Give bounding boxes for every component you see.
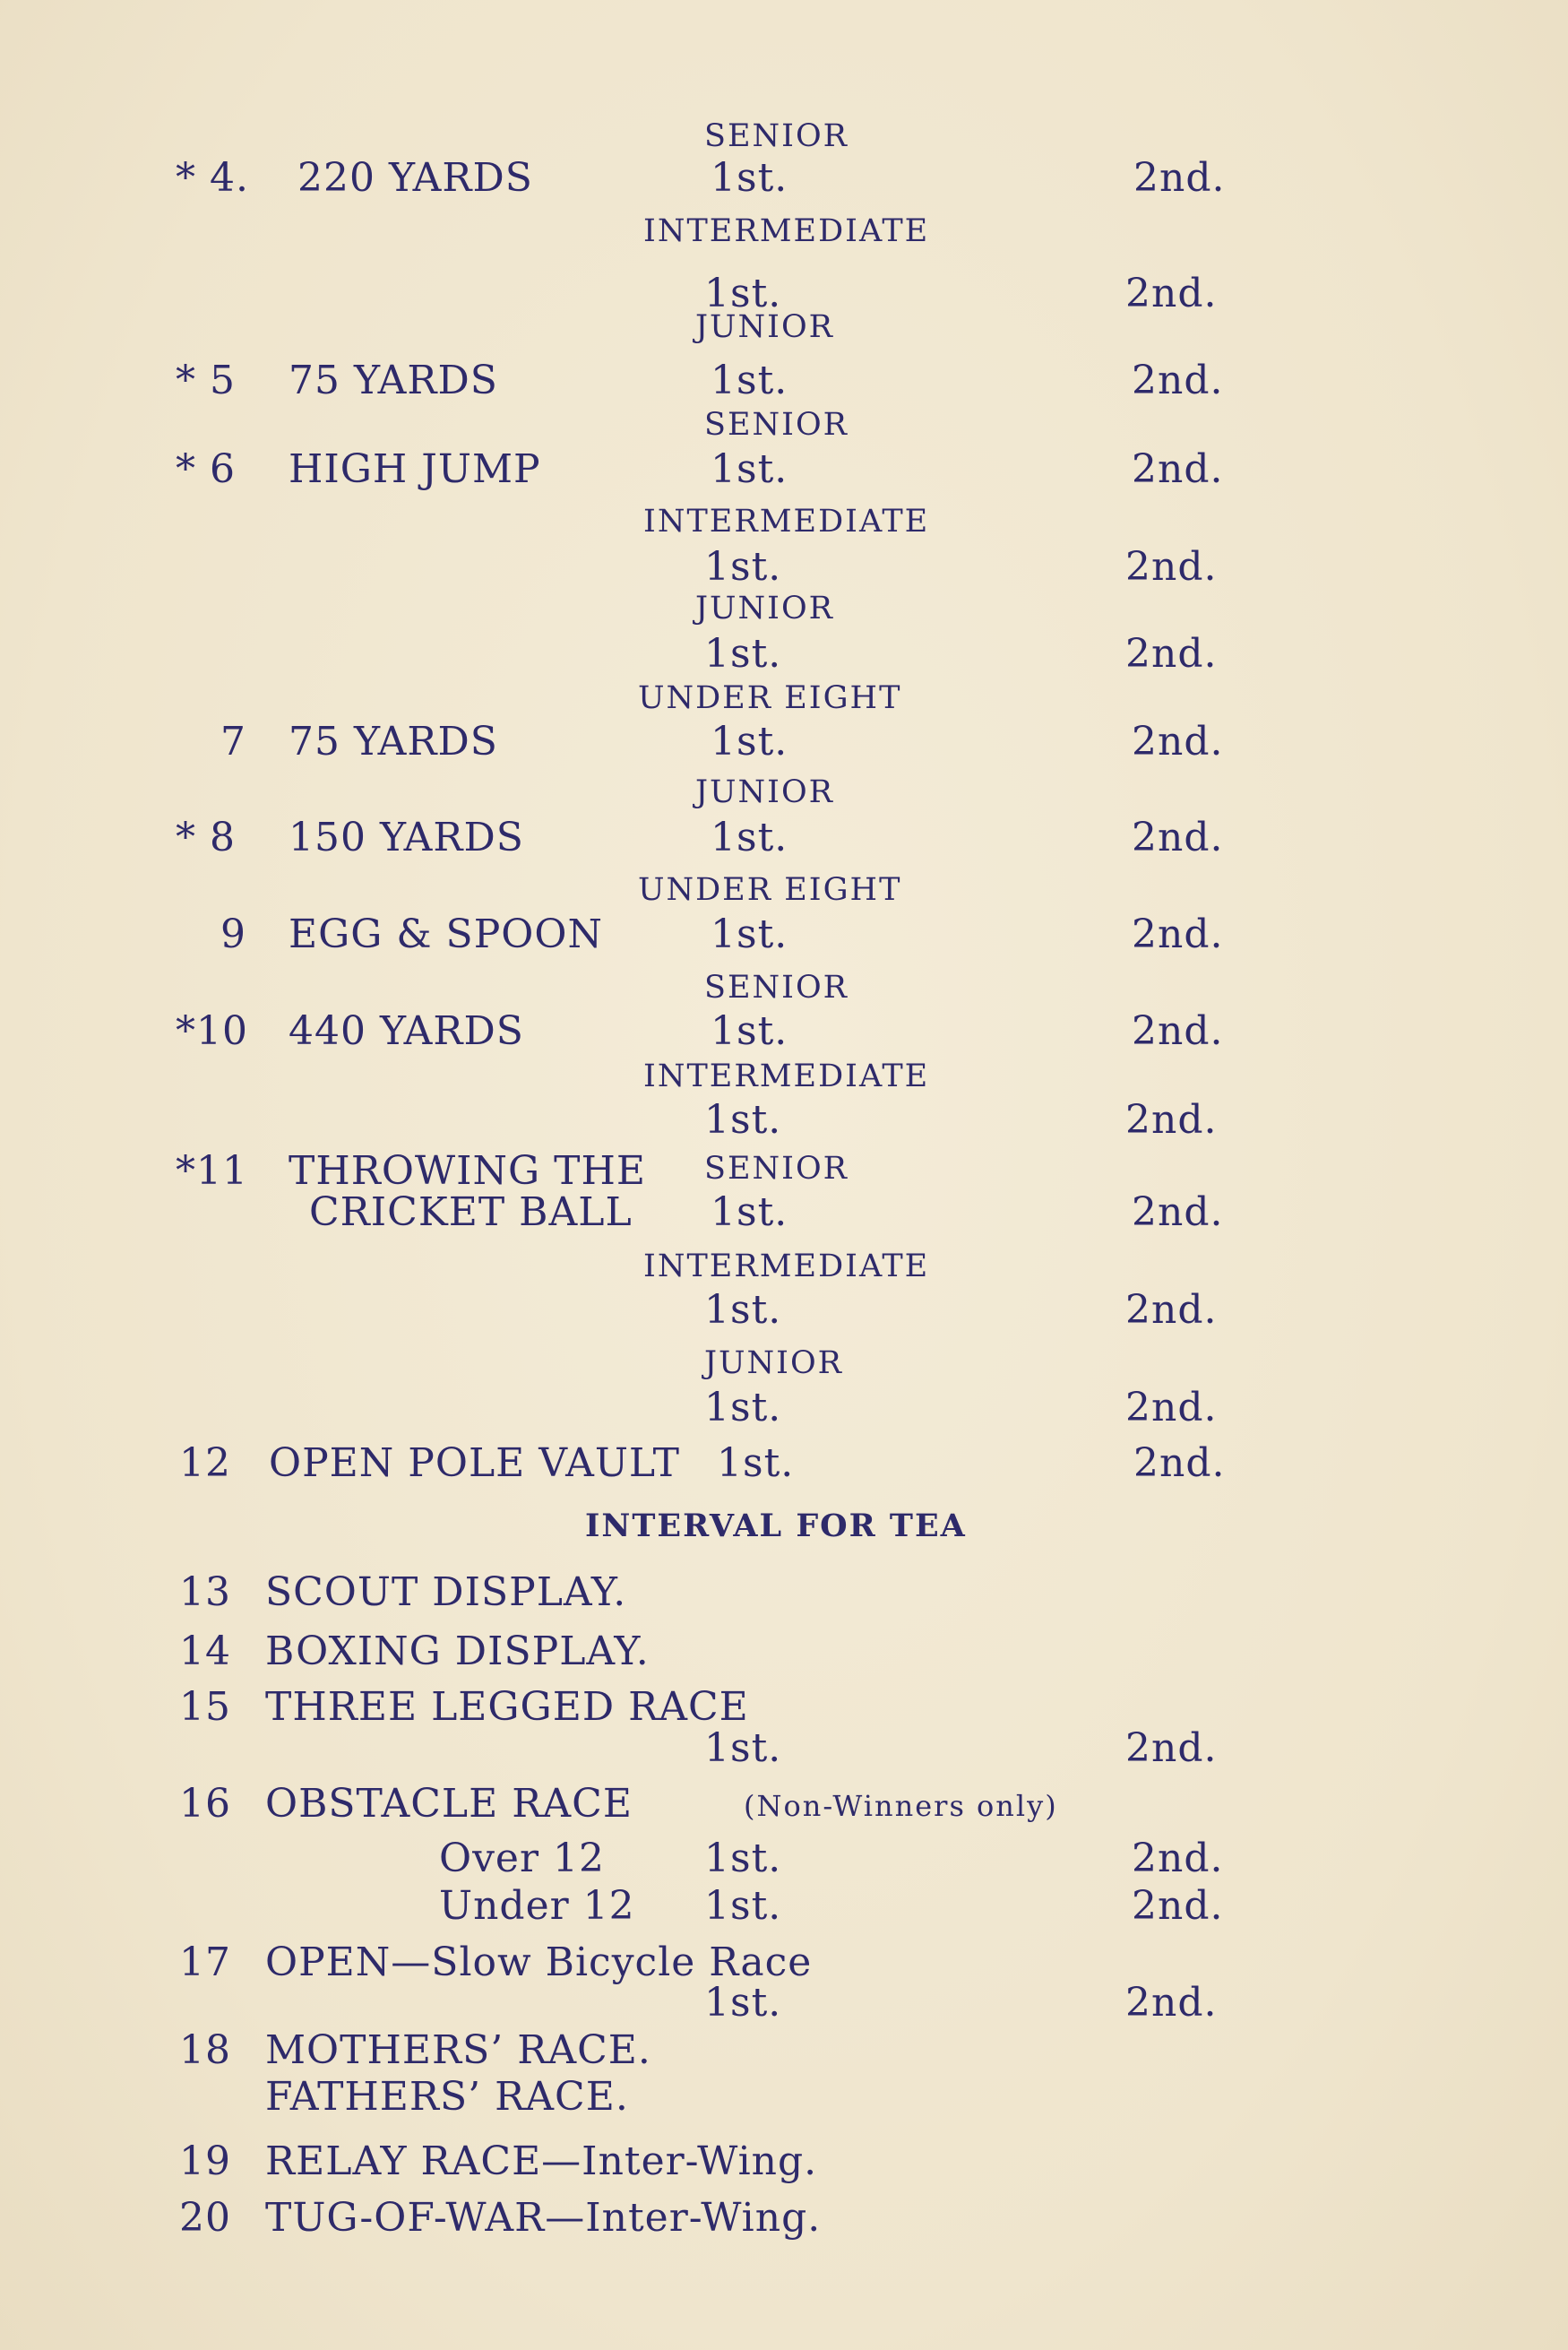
second-place: 2nd. (1125, 1097, 1218, 1143)
category-label: INTERMEDIATE (643, 1248, 930, 1284)
event-number: 13 (179, 1569, 231, 1615)
event-number: 14 (179, 1629, 231, 1674)
event-name: OBSTACLE RACE (265, 1781, 633, 1827)
second-place: 2nd. (1133, 155, 1226, 201)
event-name: THREE LEGGED RACE (265, 1684, 749, 1730)
second-place: 2nd. (1132, 1008, 1224, 1054)
category-label: JUNIOR (695, 309, 835, 345)
first-place: 1st. (711, 719, 788, 765)
category-label: JUNIOR (695, 591, 835, 626)
event-number: 15 (179, 1684, 231, 1730)
event-number: 17 (179, 1940, 231, 1985)
first-place: 1st. (704, 1836, 782, 1881)
event-number: *11 (176, 1148, 248, 1194)
event-number: * 5 (176, 358, 236, 403)
event-name: 75 YARDS (289, 719, 498, 765)
event-name-line2: FATHERS’ RACE. (265, 2074, 629, 2120)
event-name: RELAY RACE—Inter-Wing. (265, 2138, 818, 2184)
category-label: JUNIOR (704, 1345, 844, 1381)
event-number: 7 (220, 719, 246, 765)
interval-heading: INTERVAL FOR TEA (585, 1508, 967, 1544)
event-name: 440 YARDS (289, 1008, 524, 1054)
second-place: 2nd. (1125, 544, 1218, 590)
first-place: 1st. (704, 271, 782, 316)
event-number: 16 (179, 1781, 231, 1827)
event-number: *10 (176, 1008, 248, 1054)
event-number: * 4. (176, 155, 249, 201)
event-name-line1: MOTHERS’ RACE. (265, 2027, 651, 2073)
event-name: OPEN—Slow Bicycle Race (265, 1940, 813, 1985)
second-place: 2nd. (1125, 631, 1218, 677)
event-name: 75 YARDS (289, 358, 498, 403)
second-place: 2nd. (1125, 1385, 1218, 1430)
category-label: JUNIOR (695, 774, 835, 810)
event-number: 19 (179, 2138, 231, 2184)
event-name: 150 YARDS (289, 815, 524, 860)
first-place: 1st. (704, 1980, 782, 2026)
event-number: 18 (179, 2027, 231, 2073)
event-name: OPEN POLE VAULT (269, 1440, 680, 1486)
event-number: 9 (220, 911, 246, 957)
second-place: 2nd. (1125, 1287, 1218, 1333)
event-number: 12 (179, 1440, 231, 1486)
event-name-line1: THROWING THE (289, 1148, 646, 1194)
category-label: SENIOR (704, 118, 849, 154)
event-name: EGG & SPOON (289, 911, 603, 957)
first-place: 1st. (711, 1008, 788, 1054)
first-place: 1st. (711, 358, 788, 403)
second-place: 2nd. (1132, 1836, 1224, 1881)
first-place: 1st. (711, 155, 788, 201)
first-place: 1st. (711, 1189, 788, 1235)
first-place: 1st. (704, 1883, 782, 1929)
second-place: 2nd. (1125, 271, 1218, 316)
first-place: 1st. (704, 1097, 782, 1143)
second-place: 2nd. (1132, 1883, 1224, 1929)
event-name-line2: CRICKET BALL (309, 1189, 633, 1235)
event-number: * 8 (176, 815, 236, 860)
first-place: 1st. (704, 544, 782, 590)
second-place: 2nd. (1125, 1725, 1218, 1771)
first-place: 1st. (704, 631, 782, 677)
second-place: 2nd. (1132, 1189, 1224, 1235)
category-label: SENIOR (704, 1151, 849, 1187)
category-label: SENIOR (704, 970, 849, 1006)
sub-category: Over 12 (439, 1836, 605, 1881)
second-place: 2nd. (1132, 911, 1224, 957)
second-place: 2nd. (1132, 446, 1224, 492)
second-place: 2nd. (1125, 1980, 1218, 2026)
first-place: 1st. (711, 815, 788, 860)
category-label: INTERMEDIATE (643, 1058, 930, 1094)
category-label: UNDER EIGHT (638, 872, 902, 908)
event-number: 20 (179, 2195, 231, 2241)
first-place: 1st. (711, 446, 788, 492)
event-name: BOXING DISPLAY. (265, 1629, 650, 1674)
first-place: 1st. (711, 911, 788, 957)
event-number: * 6 (176, 446, 236, 492)
category-label: SENIOR (704, 407, 849, 443)
event-name: 220 YARDS (297, 155, 533, 201)
eligibility-note: (Non-Winners only) (744, 1789, 1058, 1823)
second-place: 2nd. (1133, 1440, 1226, 1486)
first-place: 1st. (717, 1440, 795, 1486)
category-label: INTERMEDIATE (643, 504, 930, 540)
first-place: 1st. (704, 1287, 782, 1333)
sub-category: Under 12 (439, 1883, 635, 1929)
second-place: 2nd. (1132, 358, 1224, 403)
second-place: 2nd. (1132, 719, 1224, 765)
event-name: SCOUT DISPLAY. (265, 1569, 627, 1615)
event-name: TUG-OF-WAR—Inter-Wing. (265, 2195, 822, 2241)
event-name: HIGH JUMP (289, 446, 541, 492)
category-label: INTERMEDIATE (643, 213, 930, 249)
first-place: 1st. (704, 1385, 782, 1430)
category-label: UNDER EIGHT (638, 680, 902, 716)
first-place: 1st. (704, 1725, 782, 1771)
second-place: 2nd. (1132, 815, 1224, 860)
